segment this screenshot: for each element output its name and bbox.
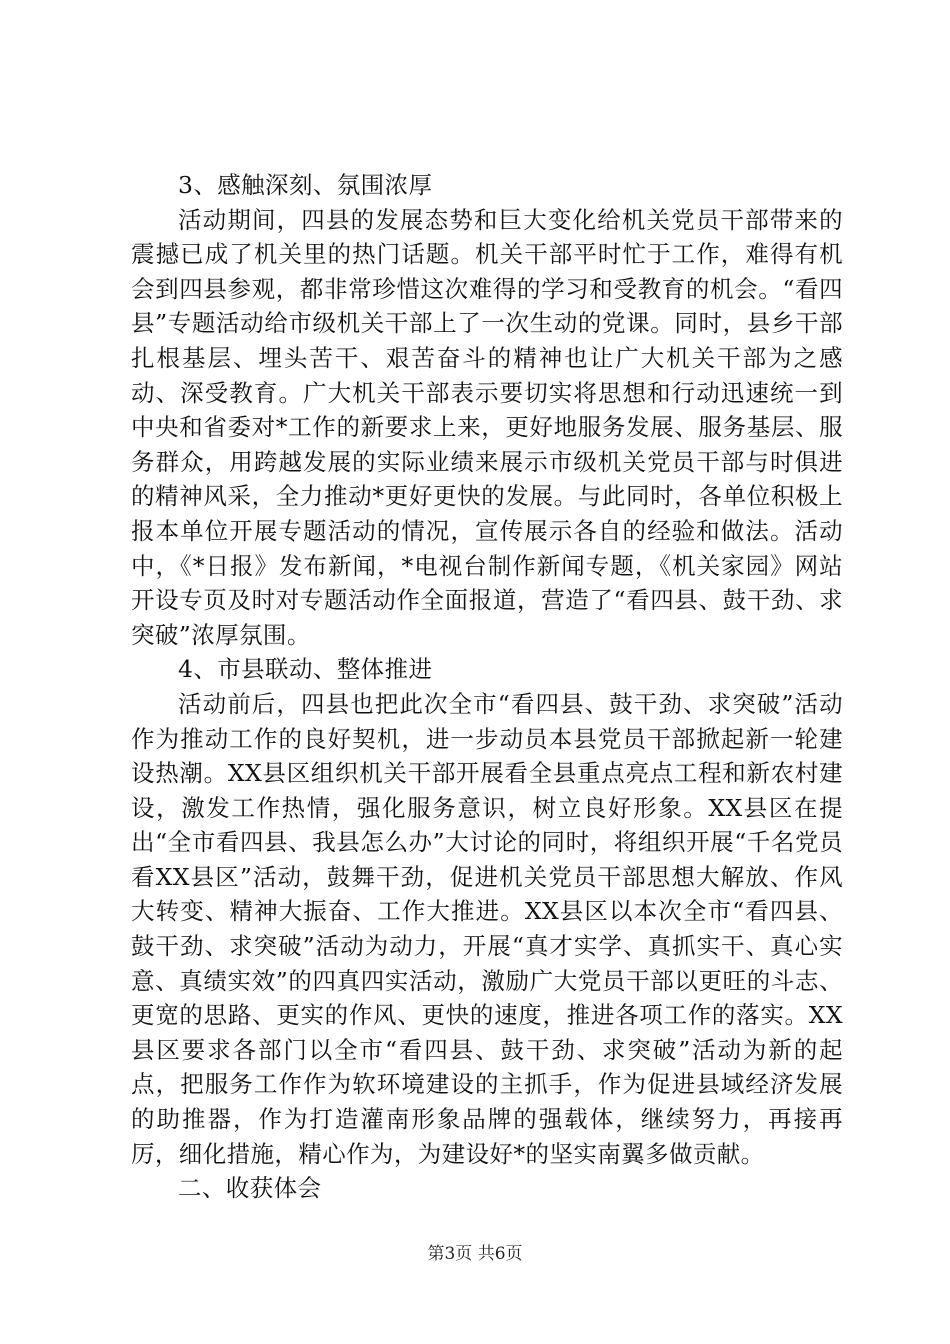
section-heading-3: 3、感触深刻、氛围浓厚 — [178, 171, 433, 199]
page-footer: 第3页 共6页 — [427, 1244, 523, 1264]
document-body — [131, 168, 843, 1206]
section-heading-two: 二、收获体会 — [178, 1174, 322, 1203]
section-heading-4: 4、市县联动、整体推进 — [178, 655, 433, 684]
section-paragraph-4: 活动前后，四县也把此次全市“看四县、鼓干劲、求突破”活动作为推动工作的良好契机，进一步动员本县党员干部掀起新一轮建设热潮。XX县区组织机关干部开展看全县重点亮点工程和新农村建设，激发工作热情，强化服务意识，树立良好形象。XX县区在提出“全市看四县、我县怎么办”大讨论的同时，将组织开展“千名党员看XX县区”活动，鼓舞干劲，促进机关党员干部思想大解放、作风大转变、精神大振奋、工作大推进。XX县区以本次全市“看四县、鼓干劲、求突破”活动为动力，开展“真才实学、真抓实干、真心实意、真绩实效”的四真四实活动，激励广大党员干部以更旺的斗志、更宽的思路、更实的作风、更快的速度，推进各项工作的落实。XX县区要求各部门以全市“看四县、鼓干劲、求突破”活动为新的起点，把服务工作作为软环境建设的主抓手，作为促进县域经济发展的助推器，作为打造灌南形象品牌的强载体，继续努力，再接再厉，细化措施，精心作为，为建设好*的坚实南翼多做贡献。 — [131, 689, 843, 1168]
section-paragraph-3: 活动期间，四县的发展态势和巨大变化给机关党员干部带来的震撼已成了机关里的热门话题。机关干部平时忙于工作，难得有机会到四县参观，都非常珍惜这次难得的学习和受教育的机会。“看四县”专题活动给市级机关干部上了一次生动的党课。同时，县乡干部扎根基层、埋头苦干、艰苦奋斗的精神也让广大机关干部为之感动、深受教育。广大机关干部表示要切实将思想和行动迅速统一到中央和省委对*工作的新要求上来，更好地服务发展、服务基层、服务群众，用跨越发展的实际业绩来展示市级机关党员干部与时俱进的精神风采，全力推动*更好更快的发展。与此同时，各单位积极上报本单位开展专题活动的情况，宣传展示各自的经验和做法。活动中，《*日报》发布新闻，*电视台制作新闻专题，《机关家园》网站开设专页及时对专题活动作全面报道，营造了“看四县、鼓干劲、求突破”浓厚氛围。 — [131, 205, 843, 649]
